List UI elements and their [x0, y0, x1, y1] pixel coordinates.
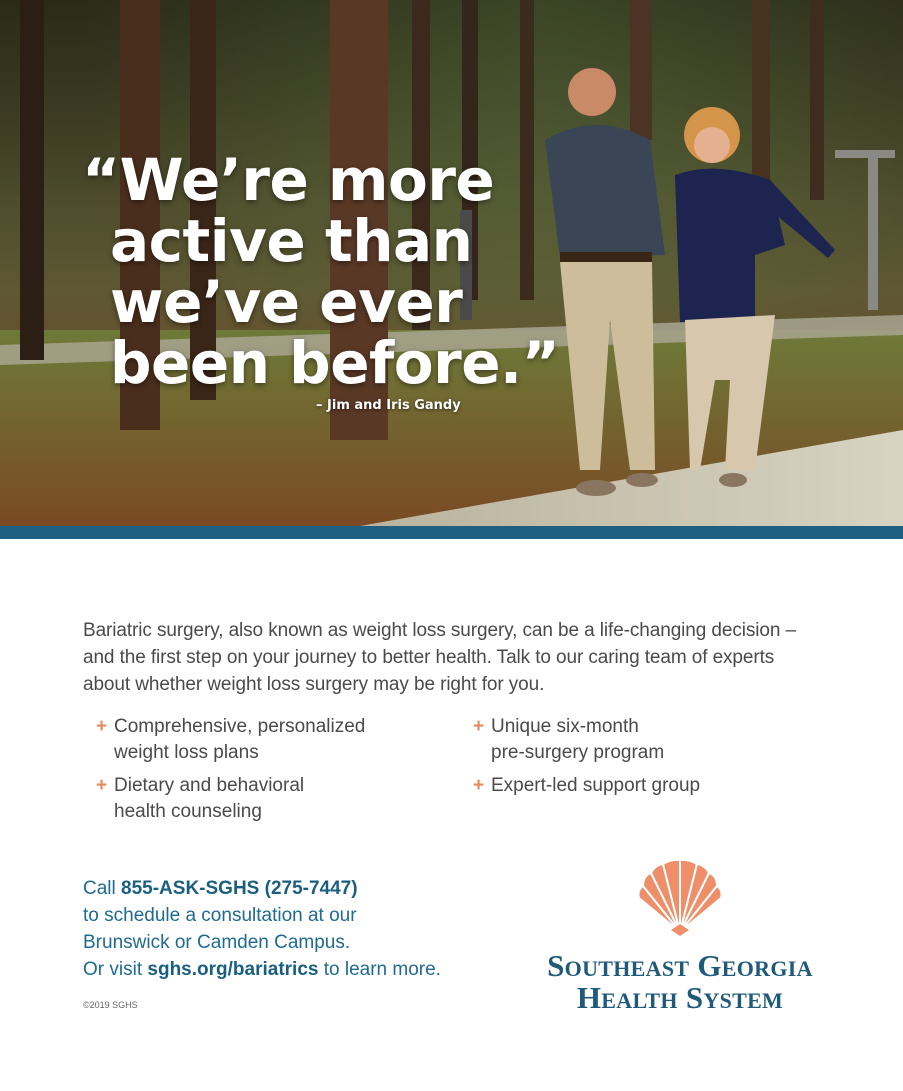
bullet-line: health counseling — [114, 801, 262, 822]
cta-line-2: to schedule a consultation at our — [83, 905, 357, 926]
plus-icon: + — [96, 775, 108, 796]
cta-visit-suffix: to learn more. — [318, 959, 441, 980]
cta-call-prefix: Call — [83, 878, 122, 899]
phone-number-link[interactable]: 855-ASK-SGHS (275-7447) — [121, 878, 358, 899]
website-link[interactable]: sghs.org/bariatrics — [147, 959, 319, 980]
list-item — [96, 773, 426, 825]
plus-icon: + — [96, 716, 108, 737]
bullet-line: Expert-led support group — [491, 775, 701, 796]
sghs-logo — [530, 860, 830, 1014]
bullet-line: Comprehensive, personalized — [114, 716, 366, 737]
logo-line-2: Health System — [576, 980, 784, 1015]
quote-line-4: been before.” — [110, 329, 560, 397]
bullet-line: Dietary and behavioral — [114, 775, 305, 796]
cta-visit-prefix: Or visit — [83, 959, 148, 980]
hero-photo — [0, 0, 903, 526]
list-item — [473, 714, 803, 766]
scallop-shell-icon — [635, 860, 725, 936]
list-item — [96, 714, 426, 766]
bullet-line: pre-surgery program — [491, 742, 665, 763]
list-item — [473, 773, 803, 799]
benefits-list-left — [96, 714, 426, 832]
bullet-line: Unique six-month — [491, 716, 639, 737]
quote-line-2: active than — [110, 207, 473, 275]
cta-line-3: Brunswick or Camden Campus. — [83, 932, 351, 953]
quote-line-3: we’ve ever — [110, 268, 463, 336]
logo-wordmark — [530, 950, 830, 1014]
call-to-action — [83, 875, 441, 983]
quote-line-1: “We’re more — [82, 146, 495, 214]
bullet-line: weight loss plans — [114, 742, 259, 763]
logo-line-1: Southeast Georgia — [547, 948, 813, 983]
copyright-notice: ©2019 SGHS — [83, 1000, 138, 1010]
plus-icon: + — [473, 775, 485, 796]
plus-icon: + — [473, 716, 485, 737]
brand-divider-band — [0, 526, 903, 539]
testimonial-quote — [82, 146, 560, 397]
quote-attribution: – Jim and Iris Gandy — [316, 398, 461, 413]
intro-paragraph: Bariatric surgery, also known as weight loss surgery, can be a life-changing decision – and the first step on your journey to better health. Talk to our caring team of experts about whether weight loss surgery may be right for you. — [83, 620, 796, 695]
benefits-list-right — [473, 714, 803, 806]
